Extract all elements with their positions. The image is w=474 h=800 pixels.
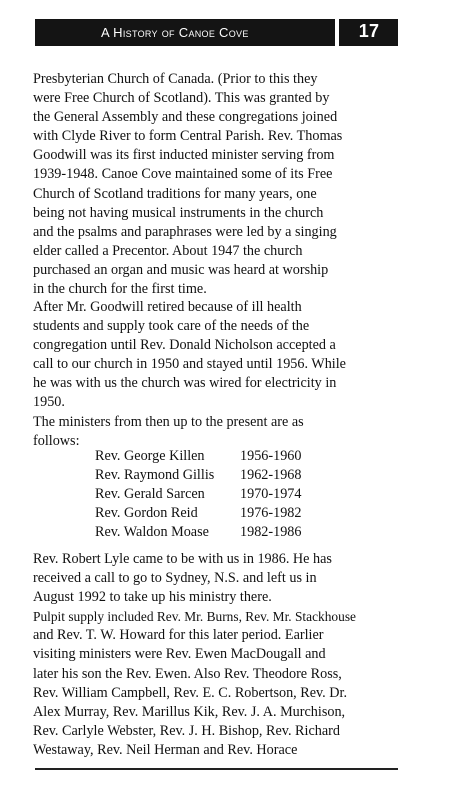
text-line: he was with us the church was wired for electricity in [33, 375, 337, 392]
text-line: Alex Murray, Rev. Marillus Kik, Rev. J. A. Murchison, [33, 703, 346, 720]
text-line: August 1992 to take up his ministry there. [33, 589, 272, 606]
text-line: visiting ministers were Rev. Ewen MacDougall and [33, 646, 326, 663]
book-title: A History of Canoe Cove [101, 25, 249, 40]
paragraph-later-ministers [33, 550, 356, 760]
page-number: 17 [358, 21, 380, 41]
text-line: purchased an organ and music was heard at worship [33, 261, 329, 278]
list-item [95, 523, 330, 542]
text-line: later his son the Rev. Ewen. Also Rev. Theodore Ross, [33, 665, 342, 682]
text-line: The ministers from then up to the present are as [33, 414, 304, 430]
page-header [35, 19, 398, 46]
text-line: Rev. Robert Lyle came to be with us in 1986. He has [33, 551, 332, 567]
text-line: Pulpit supply included Rev. Mr. Burns, Rev. Mr. Stackhouse [33, 609, 356, 625]
minister-years: 1982-1986 [240, 524, 302, 541]
text-line: elder called a Precentor. About 1947 the church [33, 242, 303, 259]
minister-name: Rev. Raymond Gillis [95, 467, 215, 484]
list-item [95, 447, 330, 466]
text-line: Rev. William Campbell, Rev. E. C. Robertson, Rev. Dr. [33, 684, 348, 701]
text-line: were Free Church of Scotland). This was granted by [33, 90, 330, 107]
header-divider [335, 19, 339, 46]
text-line: and Rev. T. W. Howard for this later period. Earlier [33, 627, 324, 644]
text-line: being not having musical instruments in the church [33, 204, 324, 221]
text-line: congregation until Rev. Donald Nicholson accepted a [33, 337, 336, 354]
text-line: 1950. [33, 394, 65, 411]
list-item [95, 466, 330, 485]
paragraph-ministers-intro [33, 413, 304, 451]
text-line: and the psalms and paraphrases were led by a singing [33, 223, 337, 240]
list-item [95, 504, 330, 523]
minister-years: 1976-1982 [240, 505, 302, 522]
text-line: Rev. Carlyle Webster, Rev. J. H. Bishop, Rev. Richard [33, 722, 340, 739]
text-line: Presbyterian Church of Canada. (Prior to this they [33, 71, 318, 87]
text-line: Westaway, Rev. Neil Herman and Rev. Horace [33, 741, 298, 758]
minister-name: Rev. Gordon Reid [95, 505, 198, 522]
text-line: follows: [33, 433, 80, 450]
text-line: Goodwill was its first inducted minister serving from [33, 147, 335, 164]
text-line: the General Assembly and these congregations joined [33, 109, 338, 126]
footer-rule [35, 768, 398, 770]
minister-years: 1970-1974 [240, 486, 302, 503]
text-line: Church of Scotland traditions for many years, one [33, 185, 317, 202]
paragraph-goodwill-retirement [33, 298, 346, 413]
text-line: call to our church in 1950 and stayed until 1956. While [33, 356, 346, 373]
text-line: 1939-1948. Canoe Cove maintained some of its Free [33, 166, 333, 183]
text-line: received a call to go to Sydney, N.S. and left us in [33, 570, 317, 587]
text-line: with Clyde River to form Central Parish. Rev. Thomas [33, 128, 343, 145]
ministers-list [95, 447, 330, 542]
minister-name: Rev. George Killen [95, 448, 205, 464]
minister-years: 1962-1968 [240, 467, 302, 484]
paragraph-church-history [33, 70, 342, 299]
text-line: in the church for the first time. [33, 281, 207, 298]
text-line: students and supply took care of the needs of the [33, 318, 310, 335]
minister-years: 1956-1960 [240, 448, 302, 464]
text-line: After Mr. Goodwill retired because of ill health [33, 299, 302, 315]
minister-name: Rev. Waldon Moase [95, 524, 209, 541]
minister-name: Rev. Gerald Sarcen [95, 486, 205, 503]
list-item [95, 485, 330, 504]
